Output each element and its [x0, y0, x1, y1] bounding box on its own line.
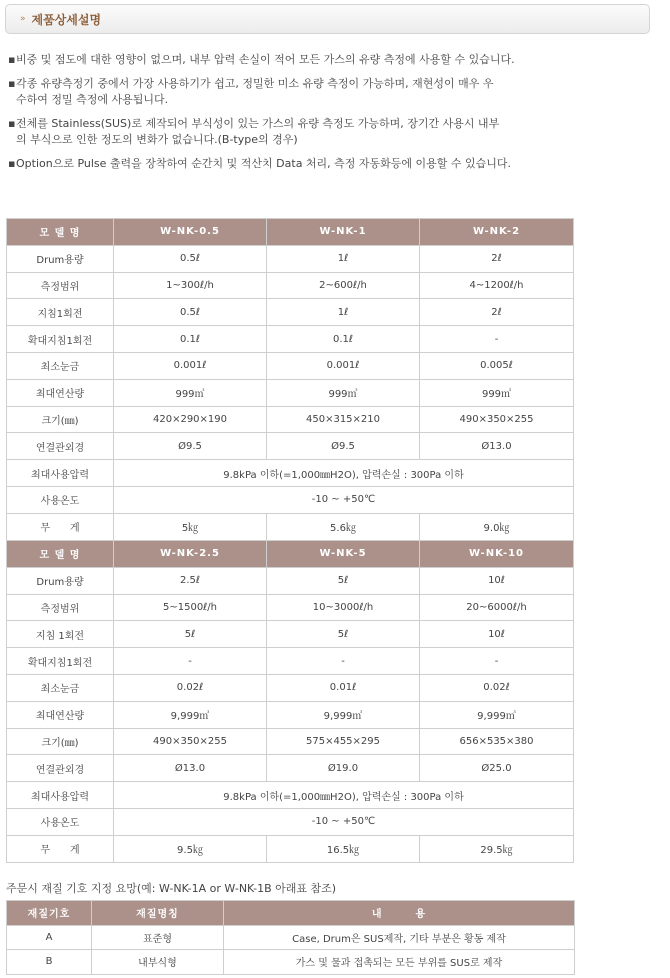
- column-header: W-NK-2.5: [114, 541, 267, 568]
- table-cell: Case, Drum은 SUS제작, 기타 부분은 황동 제작: [224, 925, 575, 950]
- table-cell: 9.5㎏: [114, 835, 267, 862]
- table-row: [7, 352, 574, 379]
- table-cell: 4~1200ℓ/h: [420, 272, 574, 299]
- table-row: [7, 433, 574, 460]
- table-header-row: [7, 219, 574, 246]
- table-cell: 20~6000ℓ/h: [420, 594, 574, 621]
- row-label: 확대지침1회전: [7, 648, 114, 675]
- table-row: [7, 594, 574, 621]
- table-cell: 5ℓ: [114, 621, 267, 648]
- feature-text: 각종 유량측정기 중에서 가장 사용하기가 쉽고, 정밀한 미소 유량 측정이 가능하며, 재현성이 매우 우 수하여 정밀 측정에 사용됩니다.: [16, 77, 494, 106]
- table-cell: 10ℓ: [420, 621, 574, 648]
- row-label: 측정범위: [7, 594, 114, 621]
- table-cell: 656×535×380: [420, 728, 574, 755]
- table-cell: A: [7, 925, 92, 950]
- table-cell: -: [420, 326, 574, 353]
- table-cell: Ø13.0: [420, 433, 574, 460]
- feature-item: [8, 52, 608, 68]
- table-cell: -: [114, 648, 267, 675]
- table-cell: 2~600ℓ/h: [267, 272, 420, 299]
- table-row: [7, 701, 574, 728]
- table-row: [7, 621, 574, 648]
- bullet-dot-icon: ▪: [8, 117, 16, 130]
- table-cell: 490×350×255: [114, 728, 267, 755]
- table-cell: Ø19.0: [267, 755, 420, 782]
- row-label: 사용온도: [7, 808, 114, 835]
- feature-text: 비중 및 점도에 대한 영향이 없으며, 내부 압력 손실이 적어 모든 가스의 유량 측정에 사용할 수 있습니다.: [16, 53, 515, 66]
- table-cell: 0.01ℓ: [267, 674, 420, 701]
- table-cell: 10ℓ: [420, 567, 574, 594]
- table-cell: 0.02ℓ: [114, 674, 267, 701]
- feature-item: [8, 116, 608, 148]
- bullet-dot-icon: ▪: [8, 157, 16, 170]
- table-cell: 0.005ℓ: [420, 352, 574, 379]
- row-label: 크기(㎜): [7, 728, 114, 755]
- table-cell: 1ℓ: [267, 245, 420, 272]
- table-cell: 9.8kPa 이하(=1,000㎜H2O), 압력손실 : 300Pa 이하: [114, 460, 574, 487]
- table-cell: 표준형: [92, 925, 224, 950]
- table-cell: -10 ~ +50℃: [114, 808, 574, 835]
- table-header-row: [7, 901, 575, 926]
- table-cell: Ø25.0: [420, 755, 574, 782]
- order-note: 주문시 재질 기호 지정 요망(예: W-NK-1A or W-NK-1B 아래표 참조): [6, 882, 337, 895]
- feature-item: [8, 76, 608, 108]
- table-row: [7, 728, 574, 755]
- row-label: 확대지침1회전: [7, 326, 114, 353]
- table-cell: 16.5㎏: [267, 835, 420, 862]
- table-cell: 5.6㎏: [267, 513, 420, 540]
- table-cell: 29.5㎏: [420, 835, 574, 862]
- table-cell: 999㎥: [420, 379, 574, 406]
- row-label: 최대사용압력: [7, 460, 114, 487]
- column-header: 모 델 명: [7, 541, 114, 568]
- row-label: 사용온도: [7, 486, 114, 513]
- table-row: [7, 567, 574, 594]
- table-cell: 10~3000ℓ/h: [267, 594, 420, 621]
- table-cell: 1ℓ: [267, 299, 420, 326]
- table-cell: -: [267, 648, 420, 675]
- row-label: 최대연산량: [7, 701, 114, 728]
- table-cell: 0.001ℓ: [114, 352, 267, 379]
- table-cell: 0.001ℓ: [267, 352, 420, 379]
- row-label: 크기(㎜): [7, 406, 114, 433]
- table-header-row: [7, 541, 574, 568]
- table-row: [7, 782, 574, 809]
- column-header: 재질명칭: [92, 901, 224, 926]
- row-label: 최대사용압력: [7, 782, 114, 809]
- table-cell: 450×315×210: [267, 406, 420, 433]
- row-label: Drum용량: [7, 245, 114, 272]
- section-title-bar: [5, 4, 650, 34]
- table-row: [7, 808, 574, 835]
- table-row: [7, 674, 574, 701]
- column-header: W-NK-1: [267, 219, 420, 246]
- row-label: 최대연산량: [7, 379, 114, 406]
- table-cell: 9,999㎥: [420, 701, 574, 728]
- row-label: 무 게: [7, 835, 114, 862]
- row-label: Drum용량: [7, 567, 114, 594]
- column-header: W-NK-2: [420, 219, 574, 246]
- table-cell: 0.5ℓ: [114, 245, 267, 272]
- table-cell: 0.1ℓ: [114, 326, 267, 353]
- table-cell: 가스 및 물과 접촉되는 모든 부위를 SUS로 제작: [224, 950, 575, 975]
- section-title: 제품상세설명: [31, 12, 102, 27]
- table-row: [7, 245, 574, 272]
- table-cell: 490×350×255: [420, 406, 574, 433]
- table-row: [7, 460, 574, 487]
- row-label: 지침 1회전: [7, 621, 114, 648]
- row-label: 무 게: [7, 513, 114, 540]
- table-row: [7, 950, 575, 975]
- table-row: [7, 755, 574, 782]
- table-cell: 420×290×190: [114, 406, 267, 433]
- table-cell: 0.02ℓ: [420, 674, 574, 701]
- row-label: 최소눈금: [7, 352, 114, 379]
- table-cell: 575×455×295: [267, 728, 420, 755]
- table-cell: 999㎥: [114, 379, 267, 406]
- spec-table-2: [6, 540, 574, 863]
- table-cell: 1~300ℓ/h: [114, 272, 267, 299]
- table-cell: 5~1500ℓ/h: [114, 594, 267, 621]
- table-cell: -: [420, 648, 574, 675]
- table-row: [7, 648, 574, 675]
- column-header: 재질기호: [7, 901, 92, 926]
- spec-table-1: [6, 218, 574, 541]
- table-cell: 999㎥: [267, 379, 420, 406]
- table-row: [7, 513, 574, 540]
- table-cell: 9,999㎥: [267, 701, 420, 728]
- table-cell: 9,999㎥: [114, 701, 267, 728]
- table-cell: 2.5ℓ: [114, 567, 267, 594]
- table-cell: 5㎏: [114, 513, 267, 540]
- feature-text: Option으로 Pulse 출력을 장착하여 순간치 및 적산치 Data 처리, 측정 자동화등에 이용할 수 있습니다.: [16, 157, 512, 170]
- row-label: 최소눈금: [7, 674, 114, 701]
- table-row: [7, 379, 574, 406]
- column-header: 내 용: [224, 901, 575, 926]
- table-cell: 2ℓ: [420, 299, 574, 326]
- feature-item: [8, 156, 608, 172]
- bullet-dot-icon: ▪: [8, 53, 16, 66]
- column-header: W-NK-0.5: [114, 219, 267, 246]
- column-header: W-NK-5: [267, 541, 420, 568]
- row-label: 지침1회전: [7, 299, 114, 326]
- table-row: [7, 486, 574, 513]
- table-row: [7, 835, 574, 862]
- table-cell: 0.1ℓ: [267, 326, 420, 353]
- table-cell: Ø9.5: [267, 433, 420, 460]
- feature-list: [8, 52, 608, 172]
- table-cell: 9.8kPa 이하(=1,000㎜H2O), 압력손실 : 300Pa 이하: [114, 782, 574, 809]
- table-row: [7, 925, 575, 950]
- row-label: 연결관외경: [7, 433, 114, 460]
- table-cell: 5ℓ: [267, 567, 420, 594]
- table-cell: 2ℓ: [420, 245, 574, 272]
- table-cell: 0.5ℓ: [114, 299, 267, 326]
- material-table: [6, 900, 575, 975]
- column-header: W-NK-10: [420, 541, 574, 568]
- row-label: 측정범위: [7, 272, 114, 299]
- feature-text: 전체를 Stainless(SUS)로 제작되어 부식성이 있는 가스의 유량 측정도 가능하며, 장기간 사용시 내부 의 부식으로 인한 정도의 변화가 없습니다.(B-type의 경우): [16, 117, 500, 146]
- table-cell: B: [7, 950, 92, 975]
- table-cell: Ø9.5: [114, 433, 267, 460]
- bullet-dot-icon: ▪: [8, 77, 16, 90]
- column-header: 모 델 명: [7, 219, 114, 246]
- table-row: [7, 272, 574, 299]
- table-cell: 9.0㎏: [420, 513, 574, 540]
- table-row: [7, 406, 574, 433]
- table-row: [7, 299, 574, 326]
- table-cell: 내부식형: [92, 950, 224, 975]
- table-cell: 5ℓ: [267, 621, 420, 648]
- table-cell: -10 ~ +50℃: [114, 486, 574, 513]
- table-row: [7, 326, 574, 353]
- table-cell: Ø13.0: [114, 755, 267, 782]
- double-chevron-right-icon: »: [20, 14, 26, 24]
- row-label: 연결관외경: [7, 755, 114, 782]
